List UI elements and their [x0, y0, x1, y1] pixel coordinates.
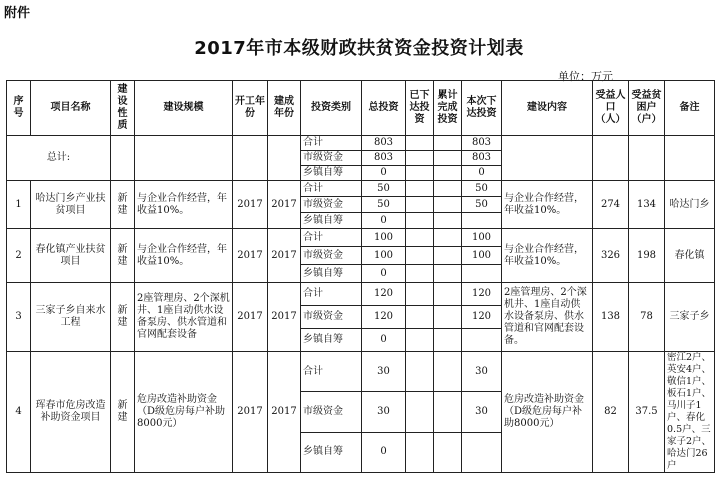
project-finish: 2017 — [268, 181, 301, 229]
project-remark: 春化镇 — [665, 229, 715, 283]
table-row — [7, 136, 715, 151]
project-name: 哈达门乡产业扶贫项目 — [31, 181, 111, 229]
project-start: 2017 — [233, 181, 268, 229]
category-cell: 市级资金 — [301, 392, 362, 432]
project-households: 198 — [629, 229, 665, 283]
category-cell: 合计 — [301, 283, 362, 306]
header-seq: 序号 — [7, 81, 31, 136]
project-finish: 2017 — [268, 229, 301, 283]
total-cell: 50 — [362, 197, 406, 213]
project-remark: 三家子乡 — [665, 283, 715, 352]
project-scale: 与企业合作经营，年收益10%。 — [135, 229, 233, 283]
summary-label: 总计: — [7, 136, 111, 181]
this-time-cell: 803 — [462, 136, 502, 151]
project-nature: 新建 — [111, 352, 135, 473]
this-time-cell: 100 — [462, 247, 502, 265]
table-row — [7, 229, 715, 247]
header-content: 建设内容 — [502, 81, 593, 136]
project-content: 危房改造补助资金（D级危房每户补助8000元） — [502, 352, 593, 473]
project-nature: 新建 — [111, 229, 135, 283]
header-start: 开工年份 — [233, 81, 268, 136]
total-cell: 803 — [362, 151, 406, 166]
project-population: 326 — [593, 229, 629, 283]
this-time-cell: 120 — [462, 283, 502, 306]
project-remark: 哈达门乡 — [665, 181, 715, 229]
this-time-cell: 100 — [462, 229, 502, 247]
project-seq: 1 — [7, 181, 31, 229]
project-nature: 新建 — [111, 283, 135, 352]
total-cell: 803 — [362, 136, 406, 151]
category-cell: 市级资金 — [301, 197, 362, 213]
total-cell: 100 — [362, 247, 406, 265]
project-scale: 与企业合作经营，年收益10%。 — [135, 181, 233, 229]
header-name: 项目名称 — [31, 81, 111, 136]
category-cell: 市级资金 — [301, 306, 362, 329]
this-time-cell: 120 — [462, 306, 502, 329]
total-cell: 30 — [362, 352, 406, 392]
project-population: 138 — [593, 283, 629, 352]
project-seq: 2 — [7, 229, 31, 283]
header-households: 受益贫困户（户） — [629, 81, 665, 136]
header-invest-type: 投资类别 — [301, 81, 362, 136]
project-households: 78 — [629, 283, 665, 352]
header-row — [7, 81, 715, 136]
header-population: 受益人口（人） — [593, 81, 629, 136]
total-cell: 120 — [362, 306, 406, 329]
this-time-cell — [462, 432, 502, 472]
this-time-cell — [462, 213, 502, 229]
project-population: 82 — [593, 352, 629, 473]
header-scale: 建设规模 — [135, 81, 233, 136]
total-cell: 50 — [362, 181, 406, 197]
project-name: 春化镇产业扶贫项目 — [31, 229, 111, 283]
total-cell: 0 — [362, 329, 406, 352]
this-time-cell: 30 — [462, 392, 502, 432]
category-cell: 乡镇自筹 — [301, 166, 362, 181]
header-total: 总投资 — [362, 81, 406, 136]
project-content: 2座管理房、2个深机井、1座自动供水设备泵房、供水管道和官网配套设备。 — [502, 283, 593, 352]
project-name: 珲春市危房改造补助资金项目 — [31, 352, 111, 473]
header-finish: 建成年份 — [268, 81, 301, 136]
category-cell: 合计 — [301, 352, 362, 392]
this-time-cell — [462, 329, 502, 352]
this-time-cell — [462, 265, 502, 283]
header-remark: 备注 — [665, 81, 715, 136]
project-content: 与企业合作经营，年收益10%。 — [502, 229, 593, 283]
category-cell: 乡镇自筹 — [301, 329, 362, 352]
header-completed: 累计完成投资 — [434, 81, 462, 136]
total-cell: 0 — [362, 265, 406, 283]
project-start: 2017 — [233, 352, 268, 473]
project-seq: 4 — [7, 352, 31, 473]
total-cell: 120 — [362, 283, 406, 306]
page-title: 2017年市本级财政扶贫资金投资计划表 — [194, 38, 524, 59]
header-issued: 已下达投资 — [406, 81, 434, 136]
unit-label: 单位：万元 — [558, 70, 613, 83]
project-seq: 3 — [7, 283, 31, 352]
category-cell: 市级资金 — [301, 151, 362, 166]
project-name: 三家子乡自来水工程 — [31, 283, 111, 352]
total-cell: 30 — [362, 392, 406, 432]
table-row — [7, 283, 715, 306]
attachment-label: 附件 — [4, 6, 31, 21]
this-time-cell: 50 — [462, 197, 502, 213]
total-cell: 100 — [362, 229, 406, 247]
project-remark: 密江2户、英安4户、敬信1户、板石1户、马川子1户、春化0.5户、三家子2户、哈达门26户 — [665, 352, 715, 473]
project-scale: 2座管理房、2个深机井、1座自动供水设备泵房、供水管道和官网配套设备 — [135, 283, 233, 352]
project-population: 274 — [593, 181, 629, 229]
project-content: 与企业合作经营，年收益10%。 — [502, 181, 593, 229]
project-start: 2017 — [233, 283, 268, 352]
header-nature: 建设性质 — [111, 81, 135, 136]
total-cell: 0 — [362, 166, 406, 181]
category-cell: 市级资金 — [301, 247, 362, 265]
category-cell: 乡镇自筹 — [301, 265, 362, 283]
category-cell: 乡镇自筹 — [301, 432, 362, 472]
this-time-cell: 803 — [462, 151, 502, 166]
project-households: 37.5 — [629, 352, 665, 473]
project-start: 2017 — [233, 229, 268, 283]
header-this-time: 本次下达投资 — [462, 81, 502, 136]
total-cell: 0 — [362, 213, 406, 229]
this-time-cell: 30 — [462, 352, 502, 392]
total-cell: 0 — [362, 432, 406, 472]
category-cell: 合计 — [301, 136, 362, 151]
investment-plan-table — [6, 80, 715, 473]
category-cell: 乡镇自筹 — [301, 213, 362, 229]
table-row — [7, 181, 715, 197]
this-time-cell: 50 — [462, 181, 502, 197]
project-nature: 新建 — [111, 181, 135, 229]
this-time-cell: 0 — [462, 166, 502, 181]
project-finish: 2017 — [268, 352, 301, 473]
category-cell: 合计 — [301, 229, 362, 247]
project-households: 134 — [629, 181, 665, 229]
project-scale: 危房改造补助资金（D级危房每户补助8000元） — [135, 352, 233, 473]
category-cell: 合计 — [301, 181, 362, 197]
project-finish: 2017 — [268, 283, 301, 352]
table-row — [7, 352, 715, 392]
